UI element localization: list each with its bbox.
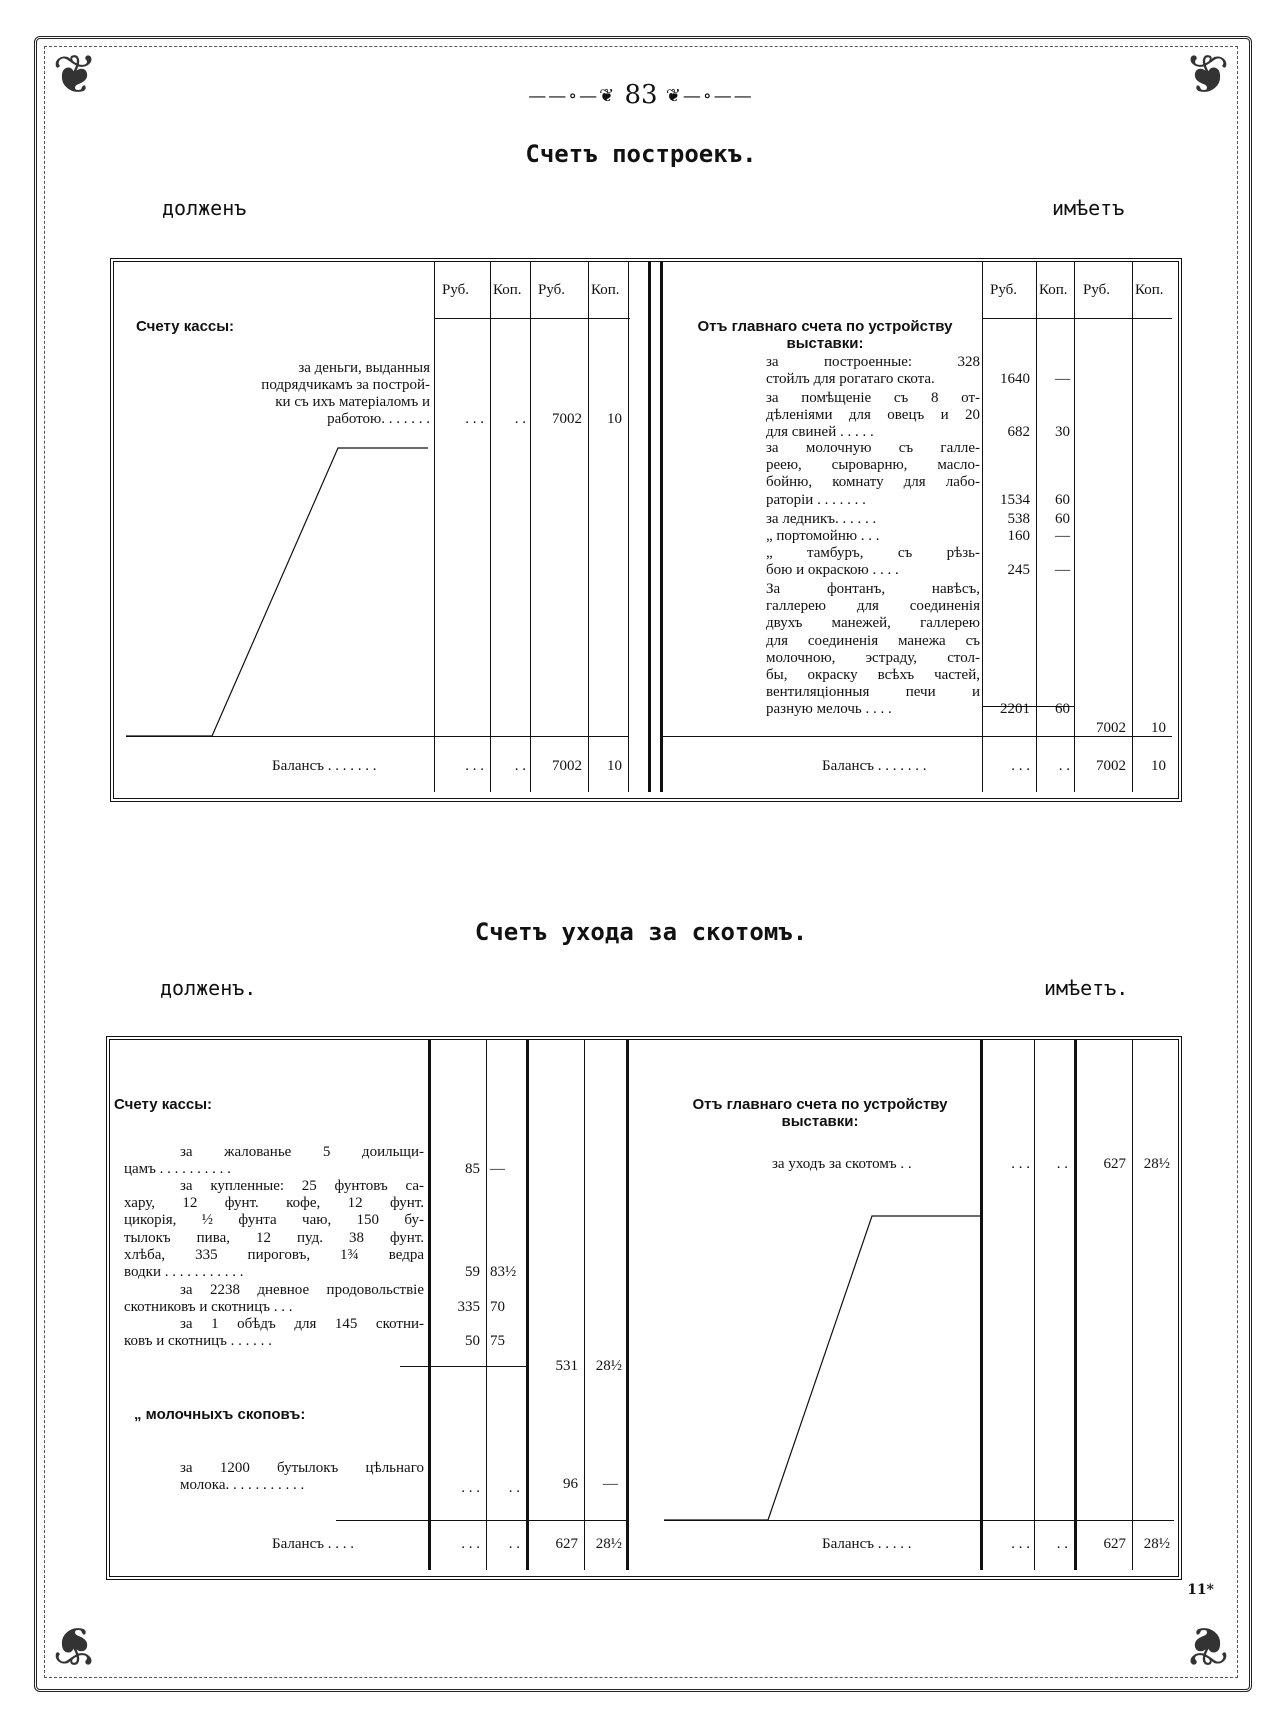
list-item: за помѣщеніе съ 8 от- дѣленіями для овецъ и 20 для свиней . . . . . xyxy=(766,390,980,441)
section1-credit-balance-rub: 7002 xyxy=(1096,758,1126,774)
credit-item-kop: — xyxy=(1055,528,1070,544)
page-number: ——∘—❦ 83 ❦—∘—— xyxy=(528,80,754,110)
debit-item-rub: 85 xyxy=(465,1161,480,1178)
section1-title: Счетъ построекъ. xyxy=(525,140,757,168)
section2-debit-subtotal-rub: 531 xyxy=(555,1358,578,1374)
section1-credit-total-rub: 7002 xyxy=(1096,720,1126,736)
debit-item-kop: — xyxy=(490,1161,505,1178)
ornament-left-icon: ——∘—❦ xyxy=(528,85,617,107)
debit-item-kop: 83½ xyxy=(490,1264,517,1280)
list-item: „ портомойню . . . xyxy=(766,528,880,544)
debit-item-rub: 50 xyxy=(465,1333,480,1350)
section1-debit-total-rub: 7002 xyxy=(552,411,582,427)
credit-item-rub: 2201 xyxy=(1000,701,1030,718)
section2-debit-subtotal-kop: 28½ xyxy=(595,1358,622,1374)
credit-item-kop: 60 xyxy=(1055,491,1070,508)
section1-debit-balance-rub: 7002 xyxy=(552,758,582,774)
signature-mark: 11* xyxy=(1187,1582,1214,1598)
corner-ornament-icon: ❦ xyxy=(52,43,98,106)
section2-debit-balance-kop: 28½ xyxy=(595,1536,622,1552)
section1-credit-balance-label: Балансъ . . . . . . . xyxy=(822,758,927,774)
list-item: за жалованье 5 доильщи- цамъ . . . . . . . . . . xyxy=(124,1144,424,1178)
credit-item-rub: 1640 xyxy=(1000,371,1030,388)
section2-title: Счетъ ухода за скотомъ. xyxy=(474,918,808,946)
list-item: За фонтанъ, навѣсъ, галлерею для соединенія двухъ манежей, галлерею для соединенія манежа съ молочною, эстраду, стол- бы, окраску всѣхъ частей, вентиляціонныя печи и разную мелочь . . . . xyxy=(766,581,980,718)
list-item: „ тамбуръ, съ рѣзь- бою и окраскою . . . . xyxy=(766,545,980,579)
section2-credit-balance-label: Балансъ . . . . . xyxy=(822,1536,912,1552)
section2-credit-label: имѣетъ. xyxy=(1044,976,1129,1000)
credit-item-kop: 60 xyxy=(1055,511,1070,527)
credit-item-rub: 245 xyxy=(1007,562,1030,579)
section2-credit-balance-rub: 627 xyxy=(1103,1536,1126,1552)
section2-credit-item-label: за уходъ за скотомъ . . xyxy=(772,1156,912,1172)
section2-debit-heading: Счету кассы: xyxy=(114,1096,213,1113)
section1-debit-heading: Счету кассы: xyxy=(136,318,235,335)
section2-debit-item2-rub: 96 xyxy=(563,1476,578,1492)
credit-item-rub: 1534 xyxy=(1000,491,1030,508)
credit-item-rub: 538 xyxy=(1007,511,1030,527)
corner-ornament-icon: ❦ xyxy=(1184,43,1230,106)
section2-debit-item2-kop: — xyxy=(603,1476,618,1492)
list-item: за 1 обѣдъ для 145 скотни- ковъ и скотницъ . . . . . . xyxy=(124,1316,424,1350)
credit-item-kop: 30 xyxy=(1055,424,1070,441)
list-item: за построенные: 328 стойлъ для рогатаго скота. xyxy=(766,354,980,388)
section1-debit-label: долженъ xyxy=(162,196,247,220)
credit-item-rub: 160 xyxy=(1007,528,1030,544)
section2-credit-item-kop: 28½ xyxy=(1143,1156,1170,1172)
list-item: за 2238 дневное продовольствіе скотниковъ и скотницъ . . . xyxy=(124,1282,424,1316)
section2-credit-item-rub: 627 xyxy=(1103,1156,1126,1172)
section2-debit-balance-rub: 627 xyxy=(555,1536,578,1552)
section2-debit-balance-label: Балансъ . . . . xyxy=(272,1536,354,1552)
section1-credit-total-kop: 10 xyxy=(1151,720,1166,736)
section1-credit-label: имѣетъ xyxy=(1052,196,1125,220)
list-item: за деньги, выданныя подрядчикамъ за построй- ки съ ихъ матеріаломъ и работою. . . . . . . xyxy=(261,360,430,427)
debit-item-rub: 59 xyxy=(465,1264,480,1280)
debit-item-kop: 75 xyxy=(490,1333,505,1350)
section2-debit-label: долженъ. xyxy=(160,976,257,1000)
credit-item-kop: — xyxy=(1055,562,1070,579)
corner-ornament-icon: ❦ xyxy=(1184,1614,1230,1677)
section1-debit-total-kop: 10 xyxy=(607,411,622,427)
credit-item-kop: — xyxy=(1055,371,1070,388)
list-item: за купленные: 25 фунтовъ са- хару, 12 фунт. кофе, 12 фунт. цикорія, ½ фунта чаю, 150 бу- тылокъ пива, 12 пуд. 38 фунт. хлѣба, 335 пироговъ, 1¾ ведра водки . . . . . . . . . . . xyxy=(124,1178,424,1281)
section1-debit-balance-label: Балансъ . . . . . . . xyxy=(272,758,377,774)
list-item: за 1200 бутылокъ цѣльнаго молока. . . . . . . . . . . xyxy=(180,1460,424,1493)
ornament-right-icon: ❦—∘—— xyxy=(665,85,754,107)
credit-item-kop: 60 xyxy=(1055,701,1070,718)
section2-credit-balance-kop: 28½ xyxy=(1143,1536,1170,1552)
list-item: за молочную съ галле- реею, сыроварню, масло- бойню, комнату для лабо- раторіи . . . . . . . xyxy=(766,440,980,508)
section1-credit-balance-kop: 10 xyxy=(1151,758,1166,774)
list-item: за ледникъ. . . . . . xyxy=(766,511,877,527)
section2-credit-heading: Отъ главнаго счета по устройству выставки: xyxy=(692,1096,948,1130)
section2-debit-heading2: „ молочныхъ скоповъ: xyxy=(134,1406,306,1423)
corner-ornament-icon: ❦ xyxy=(52,1614,98,1677)
section1-debit-balance-kop: 10 xyxy=(607,758,622,774)
credit-item-rub: 682 xyxy=(1007,424,1030,441)
debit-item-rub: 335 xyxy=(457,1299,480,1316)
section1-credit-heading: Отъ главнаго счета по устройству выставки: xyxy=(697,318,953,352)
debit-item-kop: 70 xyxy=(490,1299,505,1316)
